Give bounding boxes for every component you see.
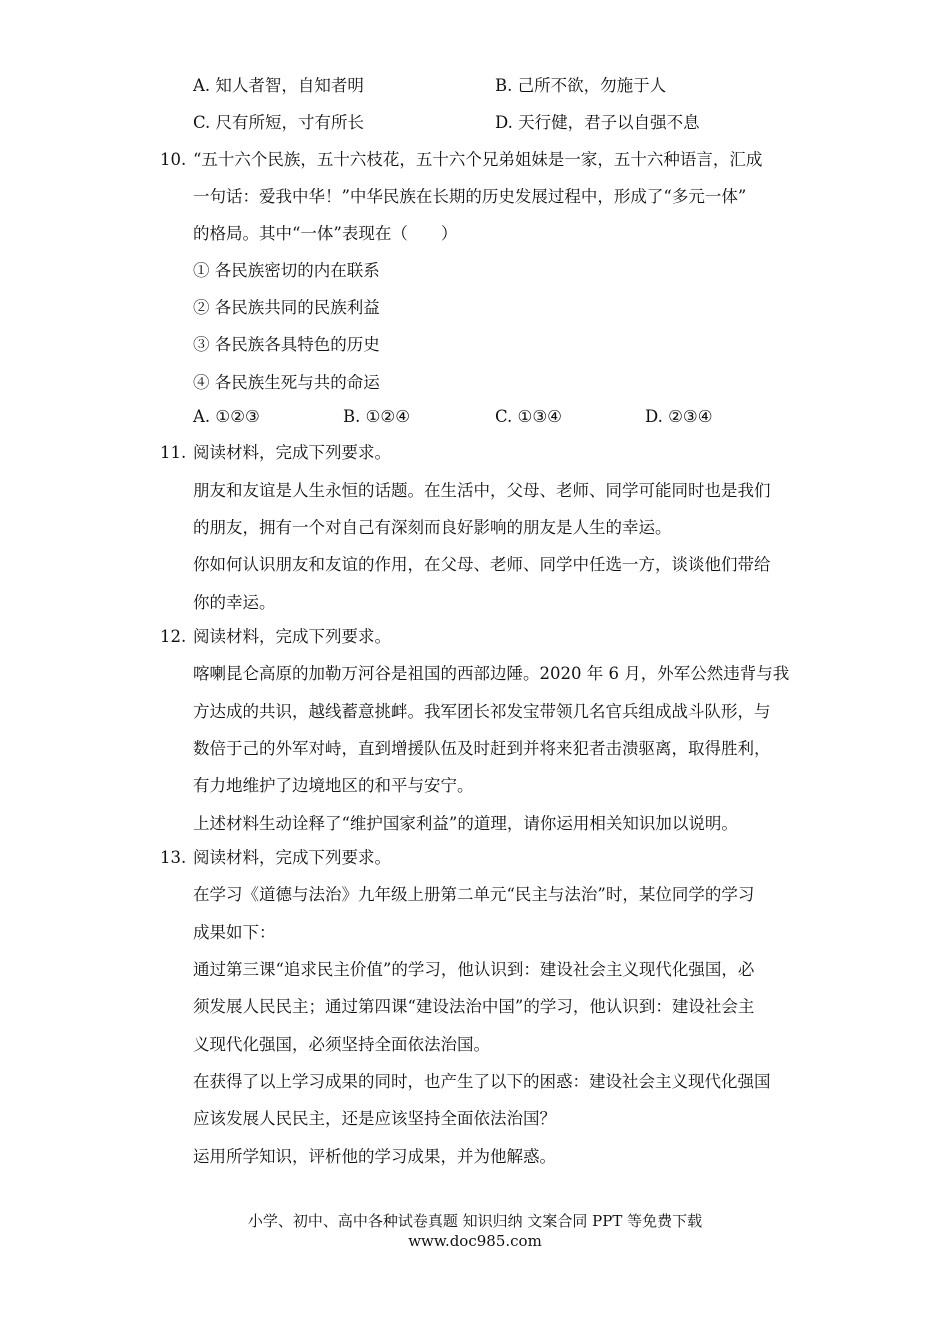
q13-line: 成果如下：	[193, 923, 276, 942]
q13-line: 义现代化强国，必须坚持全面依法治国。	[193, 1035, 490, 1054]
q12-line: 方达成的共识，越线蓄意挑衅。我军团长祁发宝带领几名官兵组成战斗队形，与	[193, 702, 771, 721]
q10-line: 一句话：爱我中华！”中华民族在长期的历史发展过程中，形成了“多元一体”	[193, 187, 747, 206]
q13-line: 运用所学知识，评析他的学习成果，并为他解惑。	[193, 1147, 556, 1166]
q11-line: 朋友和友谊是人生永恒的话题。在生活中，父母、老师、同学可能同时也是我们	[193, 481, 771, 500]
q13-line: 应该发展人民民主，还是应该坚持全面依法治国？	[193, 1109, 556, 1128]
q9-option-c: C. 尺有所短，寸有所长	[193, 113, 365, 132]
q11-line: 你的幸运。	[193, 593, 276, 612]
q13-line: 在学习《道德与法治》九年级上册第二单元“民主与法治”时，某位同学的学习	[193, 885, 755, 904]
q12-line: 上述材料生动诠释了“维护国家利益”的道理，请你运用相关知识加以说明。	[193, 814, 738, 833]
q12-line: 有力地维护了边境地区的和平与安宁。	[193, 776, 474, 795]
q10-option-a: A. ①②③	[193, 407, 260, 426]
q11-line: 的朋友，拥有一个对自己有深刻而良好影响的朋友是人生的幸运。	[193, 518, 672, 537]
q12-line: 阅读材料，完成下列要求。	[193, 627, 391, 646]
q13-line: 通过第三课“追求民主价值”的学习，他认识到：建设社会主义现代化强国，必	[193, 960, 755, 979]
q12-line: 喀喇昆仑高原的加勒万河谷是祖国的西部边陲。2020 年 6 月，外军公然违背与我	[193, 664, 790, 683]
q11-line: 你如何认识朋友和友谊的作用，在父母、老师、同学中任选一方，谈谈他们带给	[193, 555, 771, 574]
q9-option-b: B. 己所不欲，勿施于人	[495, 76, 667, 95]
footer-tagline: 小学、初中、高中各种试卷真题 知识归纳 文案合同 PPT 等免费下载	[247, 1212, 703, 1230]
q10-item: ③ 各民族各具特色的历史	[193, 335, 380, 354]
q10-item: ① 各民族密切的内在联系	[193, 261, 380, 280]
q11-line: 阅读材料，完成下列要求。	[193, 443, 391, 462]
q10-item: ④ 各民族生死与共的命运	[193, 373, 380, 392]
q10-option-d: D. ②③④	[645, 407, 713, 426]
q12-number: 12.	[160, 627, 187, 646]
q12-line: 数倍于己的外军对峙，直到增援队伍及时赶到并将来犯者击溃驱离，取得胜利，	[193, 739, 771, 758]
q10-number: 10.	[160, 150, 187, 169]
q10-item: ② 各民族共同的民族利益	[193, 298, 380, 317]
q10-line: 的格局。其中“一体”表现在（ ）	[193, 224, 458, 243]
q11-number: 11.	[160, 443, 187, 462]
q13-line: 阅读材料，完成下列要求。	[193, 848, 391, 867]
q10-option-c: C. ①③④	[495, 407, 562, 426]
q10-option-b: B. ①②④	[343, 407, 410, 426]
footer-website-link[interactable]: www.doc985.com	[408, 1232, 542, 1250]
q10-line: “五十六个民族，五十六枝花，五十六个兄弟姐妹是一家，五十六种语言，汇成	[193, 150, 763, 169]
q13-line: 在获得了以上学习成果的同时，也产生了以下的困惑：建设社会主义现代化强国	[193, 1072, 771, 1091]
q9-option-d: D. 天行健，君子以自强不息	[495, 113, 700, 132]
q13-number: 13.	[160, 848, 187, 867]
q9-option-a: A. 知人者智，自知者明	[193, 76, 364, 95]
q13-line: 须发展人民民主；通过第四课“建设法治中国”的学习，他认识到：建设社会主	[193, 997, 755, 1016]
